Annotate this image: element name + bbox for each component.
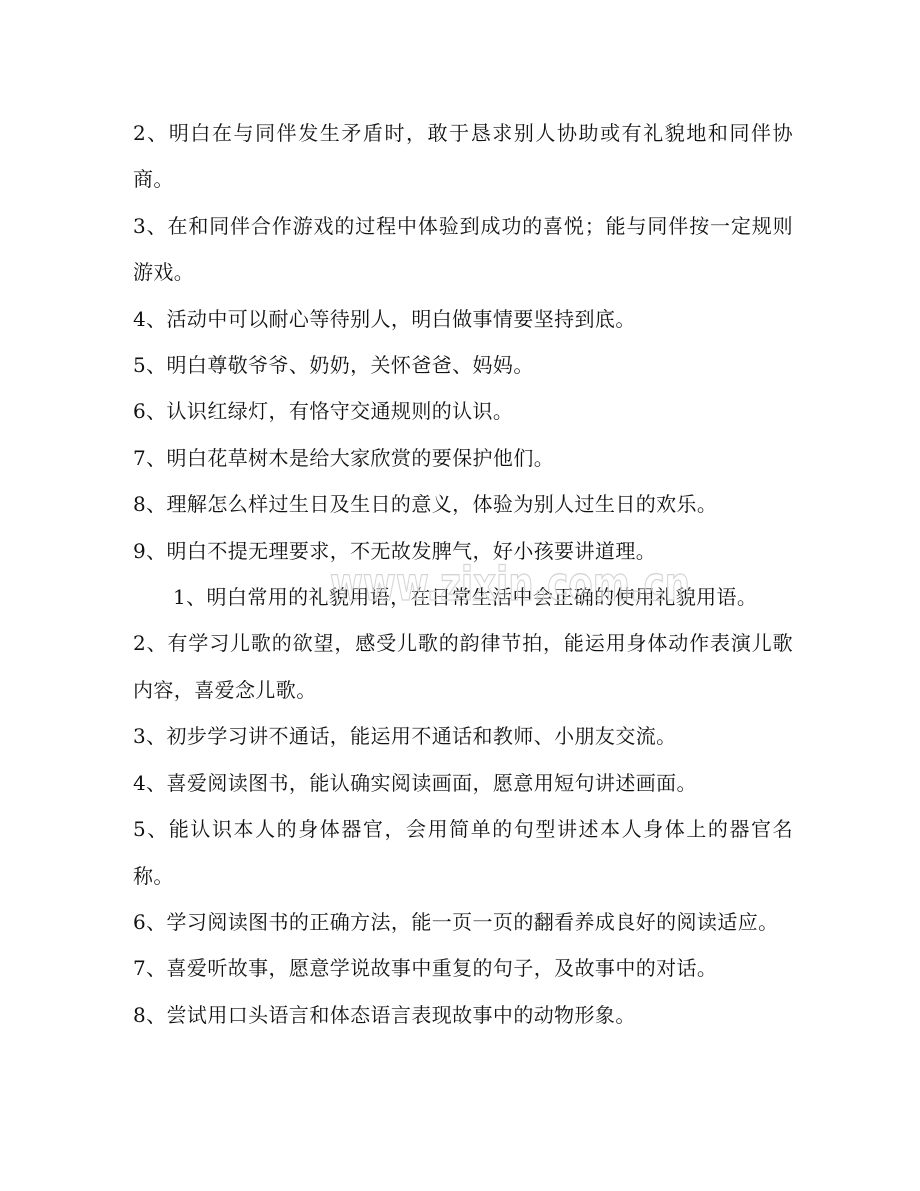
paragraph: 6、学习阅读图书的正确方法，能一页一页的翻看养成良好的阅读适应。: [133, 909, 779, 934]
paragraph: 3、初步学习讲不通话，能运用不通话和教师、小朋友交流。: [133, 724, 677, 749]
paragraph: 8、尝试用口头语言和体态语言表现故事中的动物形象。: [133, 1002, 636, 1027]
paragraph: 8、理解怎么样过生日及生日的意义，体验为别人过生日的欢乐。: [133, 492, 718, 517]
paragraph: 4、活动中可以耐心等待别人，明白做事情要坚持到底。: [133, 306, 636, 331]
paragraph: 9、明白不提无理要求，不无故发脾气，好小孩要讲道理。: [133, 538, 657, 563]
paragraph: 7、喜爱听故事，愿意学说故事中重复的句子，及故事中的对话。: [133, 956, 718, 981]
paragraph: 4、喜爱阅读图书，能认确实阅读画面，愿意用短句讲述画面。: [133, 770, 697, 795]
watermark-text: www.zixin.com.cn: [330, 557, 690, 611]
paragraph: 2、明白在与同伴发生矛盾时，敢于恳求别人协助或有礼貌地和同伴协商。: [133, 121, 793, 192]
paragraph: 6、认识红绿灯，有恪守交通规则的认识。: [133, 399, 514, 424]
paragraph: 7、明白花草树木是给大家欣赏的要保护他们。: [133, 445, 555, 470]
paragraph: 3、在和同伴合作游戏的过程中体验到成功的喜悦；能与同伴按一定规则游戏。: [133, 213, 793, 285]
paragraph: 5、能认识本人的身体器官，会用简单的句型讲述本人身体上的器官名称。: [133, 817, 793, 888]
paragraph: 1、明白常用的礼貌用语，在日常生活中会正确的使用礼貌用语。: [173, 585, 758, 610]
document-body: [133, 110, 793, 1038]
paragraph: 2、有学习儿歌的欲望，感受儿歌的韵律节拍，能运用身体动作表演儿歌内容，喜爱念儿歌。: [133, 631, 793, 702]
paragraph: 5、明白尊敬爷爷、奶奶，关怀爸爸、妈妈。: [133, 353, 534, 378]
